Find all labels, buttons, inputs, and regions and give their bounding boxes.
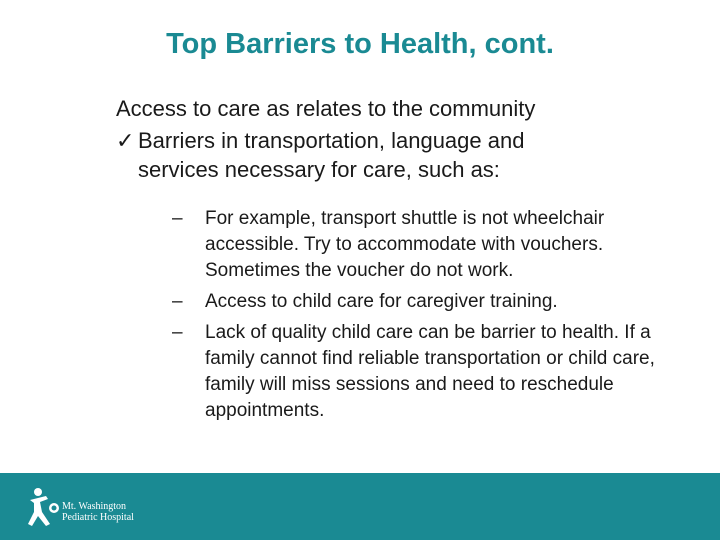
intro-text: Access to care as relates to the community (116, 96, 536, 121)
slide-content (116, 94, 706, 429)
sub-bullet (172, 320, 692, 424)
logo-line-2: Pediatric Hospital (62, 512, 134, 523)
sub-bullet-text: Access to child care for caregiver training. (205, 291, 558, 312)
sub-bullet-text: Lack of quality child care can be barrier to health. If a family cannot find reliable transportation or child care, family will miss sessions and need to reschedule appointments. (205, 322, 655, 421)
slide-title: Top Barriers to Health, cont. (166, 28, 554, 60)
logo-line-1: Mt. Washington (62, 501, 127, 512)
sub-bullet (172, 289, 692, 315)
dash-bullet-icon: – (172, 322, 183, 343)
sub-bullet (172, 206, 692, 284)
check-bullet-text: Barriers in transportation, language and services necessary for care, such as: (138, 128, 525, 182)
check-bullet (116, 126, 706, 184)
dash-bullet-icon: – (172, 291, 183, 312)
sub-bullet-list (172, 206, 692, 424)
checkmark-icon: ✓ (116, 128, 135, 153)
dash-bullet-icon: – (172, 208, 183, 229)
hospital-logo-text (62, 501, 134, 523)
sub-bullet-text: For example, transport shuttle is not wheelchair accessible. Try to accommodate with vouchers. Sometimes the voucher do not work. (205, 208, 605, 281)
